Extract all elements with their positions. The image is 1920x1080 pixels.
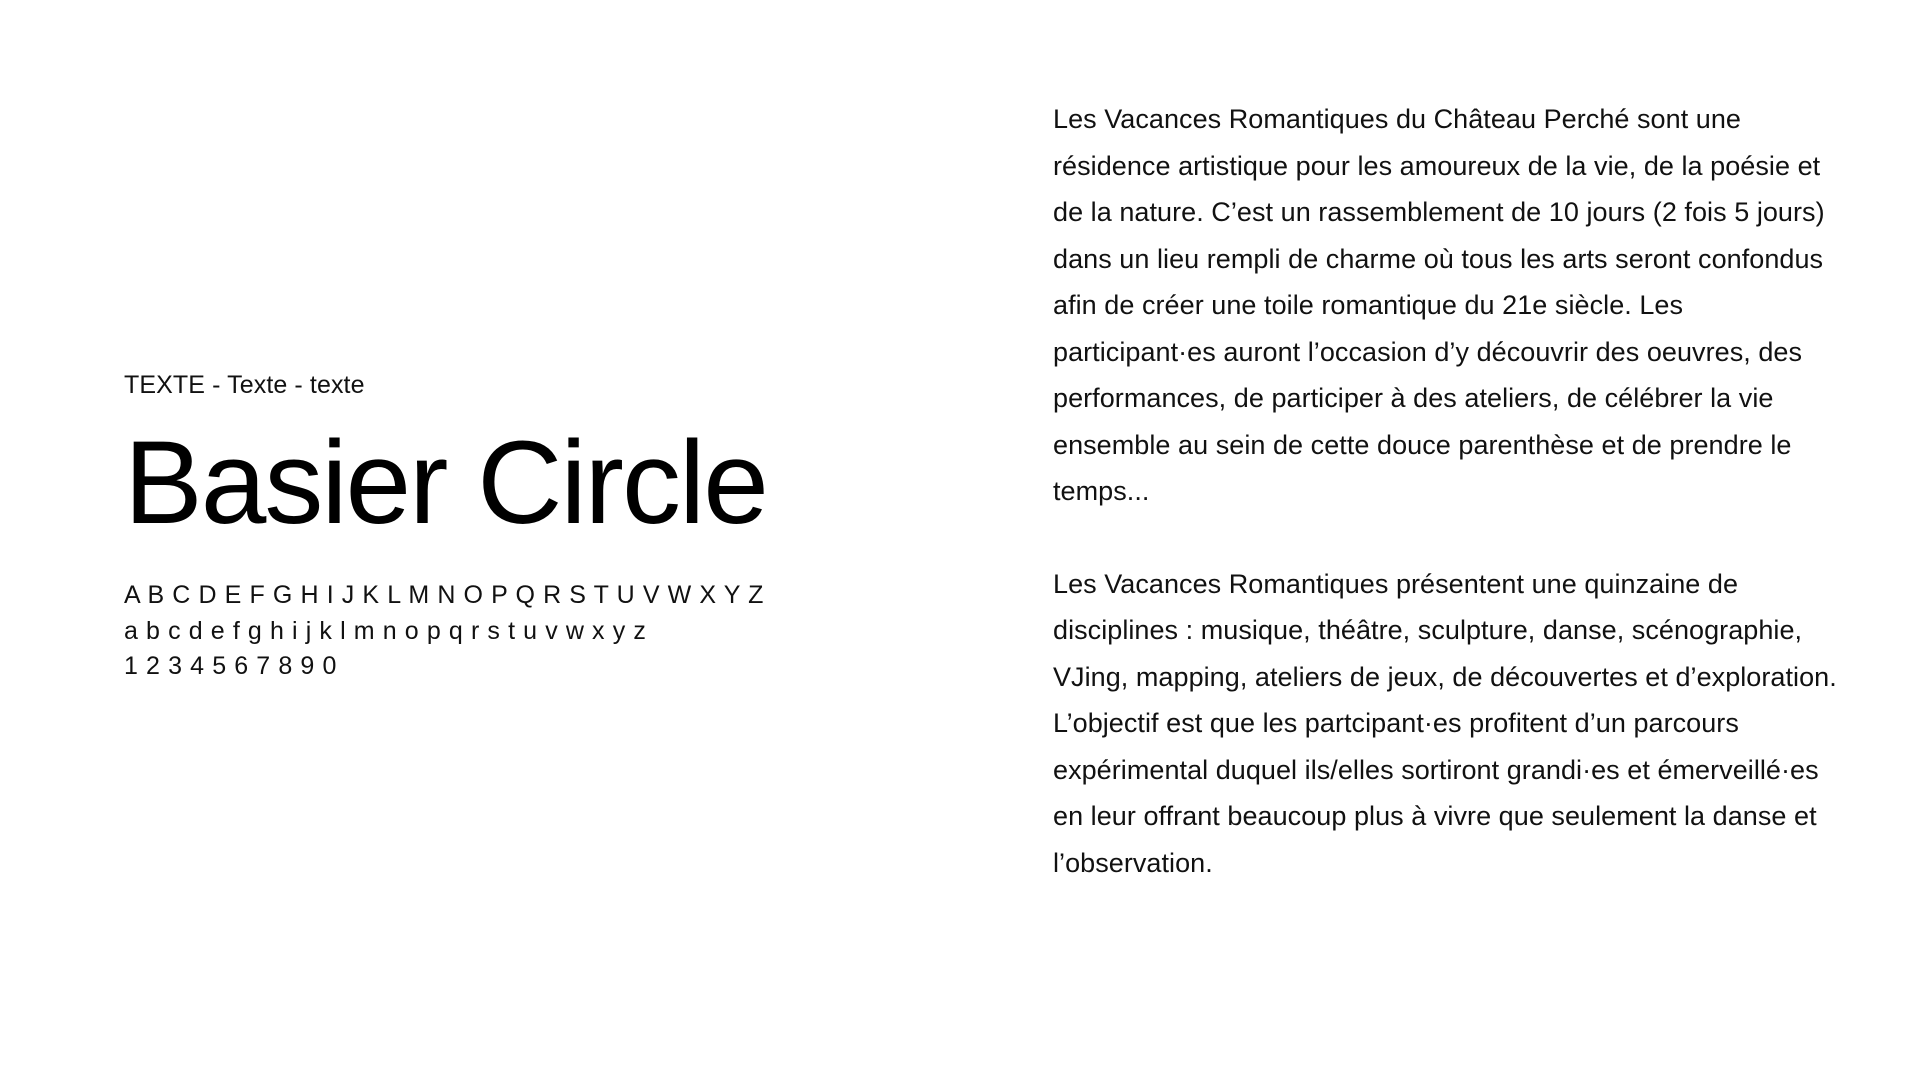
paragraph-2: Les Vacances Romantiques présentent une quinzaine de disciplines : musique, théâtre, sculpture, danse, scénographie, VJing, mapping, ateliers de jeux, de découvertes et d’exploration. L’objectif est que les partcipant·es profitent d’un parcours expérimental duquel ils/elles sortiront grandi·es et émerveillé·es en leur offrant beaucoup plus à vivre que seulement la danse et l’observation.: [1053, 568, 1837, 878]
glyph-set: [124, 578, 944, 685]
glyphs-numerals: 1 2 3 4 5 6 7 8 9 0: [124, 652, 337, 680]
typeface-name: Basier Circle: [124, 417, 767, 549]
typeface-specimen: [124, 370, 944, 685]
glyphs-uppercase: A B C D E F G H I J K L M N O P Q R S T U V W X Y Z: [124, 581, 764, 609]
specimen-eyebrow: TEXTE - Texte - texte: [124, 371, 365, 399]
body-copy: [1053, 96, 1843, 886]
glyphs-lowercase: a b c d e f g h i j k l m n o p q r s t u v w x y z: [124, 616, 647, 645]
paragraph-1: Les Vacances Romantiques du Château Perché sont une résidence artistique pour les amoureux de la vie, de la poésie et de la nature. C’est un rassemblement de 10 jours (2 fois 5 jours) dans un lieu rempli de charme où tous les arts seront confondus afin de créer une toile romantique du 21e siècle. Les participant·es auront l’occasion d’y découvrir des oeuvres, des performances, de participer à des ateliers, de célébrer la vie ensemble au sein de cette douce parenthèse et de prendre le temps...: [1053, 104, 1825, 506]
